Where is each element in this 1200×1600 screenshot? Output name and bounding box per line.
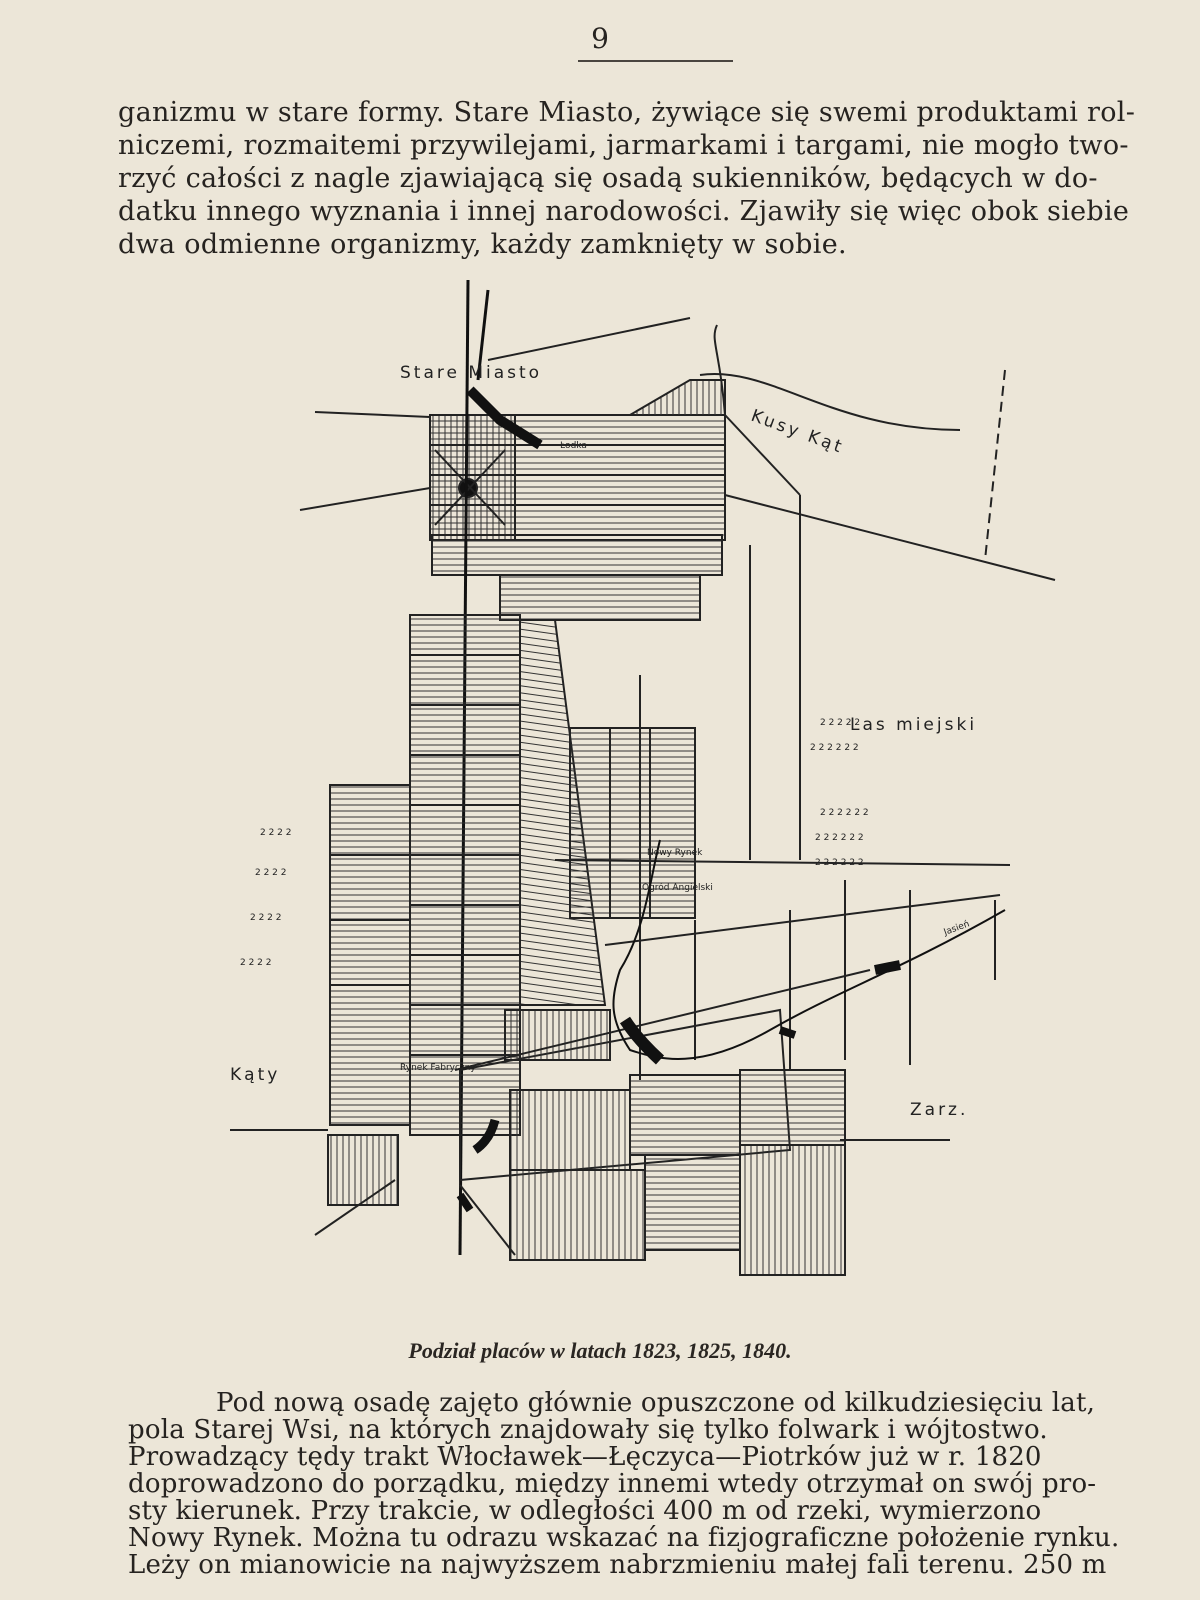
svg-text:2 2 2 2 2 2: 2 2 2 2 2 2 [820, 808, 869, 818]
text-line: Prowadzący tędy trakt Włocławek—Łęczyca—Piotrków już w r. 1820 [128, 1442, 1042, 1472]
svg-text:2 2 2 2 2 2: 2 2 2 2 2 2 [815, 833, 864, 843]
text-line: datku innego wyznania i innej narodowości. Zjawiły się więc obok siebie [118, 196, 1130, 227]
svg-text:2 2 2 2 2: 2 2 2 2 2 [820, 718, 861, 728]
svg-text:2 2 2 2: 2 2 2 2 [240, 958, 272, 968]
text-line: Nowy Rynek. Można tu odrazu wskazać na fizjograficzne położenie rynku. [128, 1523, 1120, 1553]
svg-text:2 2 2 2: 2 2 2 2 [255, 868, 287, 878]
text-line: dwa odmienne organizmy, każdy zamknięty w sobie. [118, 229, 847, 260]
label-nowy-rynek: Nowy Rynek [647, 848, 703, 858]
label-las-miejski: Las miejski [850, 715, 978, 735]
svg-text:2 2 2 2 2 2: 2 2 2 2 2 2 [815, 858, 864, 868]
label-kusy-kat: Kusy Kąt [748, 405, 847, 459]
label-katy: Kąty [230, 1065, 281, 1085]
text-line: ganizmu w stare formy. Stare Miasto, żywiące się swemi produktami rol- [118, 97, 1136, 128]
figure-caption: Podział placów w latach 1823, 1825, 1840. [408, 1338, 792, 1363]
page-number: 9 [591, 22, 609, 55]
label-zarzew: Zarz. [910, 1100, 969, 1120]
svg-text:2 2 2 2: 2 2 2 2 [260, 828, 292, 838]
text-line: doprowadzono do porządku, między innemi wtedy otrzymał on swój pro- [128, 1469, 1097, 1499]
text-line: Leży on mianowicie na najwyższem nabrzmieniu małej fali terenu. 250 m [128, 1550, 1107, 1580]
bottom-paragraph [128, 1390, 1198, 1579]
label-rynek-fabryczny: Rynek Fabryczny [400, 1063, 476, 1073]
text-line: pola Starej Wsi, na których znajdowały się tylko folwark i wójtostwo. [128, 1415, 1048, 1445]
old-town-grid [430, 380, 725, 620]
top-paragraph [118, 96, 1193, 261]
text-line: Pod nową osadę zajęto głównie opuszczone od kilkudziesięciu lat, [216, 1388, 1096, 1418]
text-line: rzyć całości z nagle zjawiającą się osadą sukienników, będących w do- [118, 163, 1098, 194]
text-line: niczemi, rozmaitemi przywilejami, jarmarkami i targami, nie mogło two- [118, 130, 1129, 161]
label-stare-miasto: Stare Miasto [400, 363, 543, 383]
label-ogrod-angielski: Ogród Angielski [642, 883, 713, 893]
svg-text:2 2 2 2 2 2: 2 2 2 2 2 2 [810, 743, 859, 753]
text-line: sty kierunek. Przy trakcie, w odległości 400 m od rzeki, wymierzono [128, 1496, 1042, 1526]
page-number-rule [578, 60, 733, 62]
label-lodka: Łodka [560, 441, 587, 451]
map-drawing [220, 280, 1060, 1320]
historical-plot-map [220, 280, 1060, 1320]
svg-text:2 2 2 2: 2 2 2 2 [250, 913, 282, 923]
label-jasien: Jasień [942, 919, 972, 938]
